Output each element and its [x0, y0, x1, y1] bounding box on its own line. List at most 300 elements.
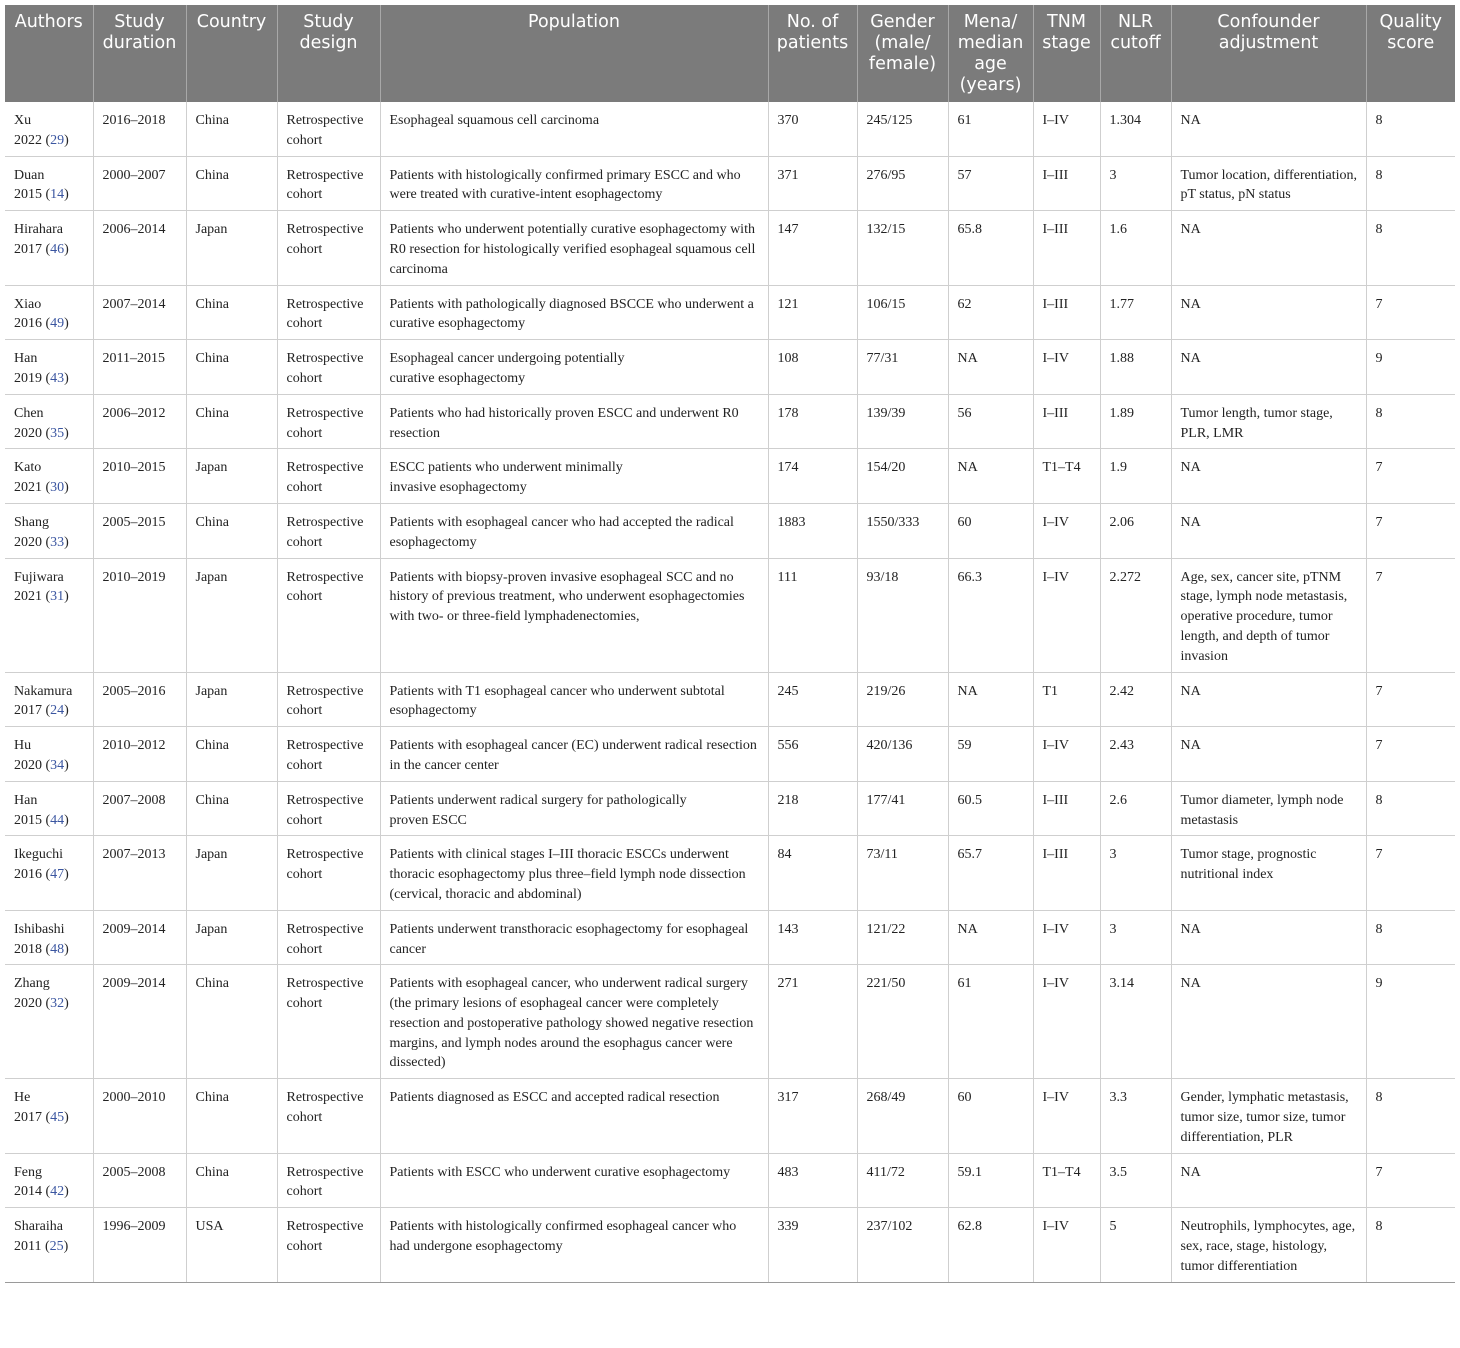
cell-quality: 7 — [1366, 672, 1455, 727]
cell-patients: 108 — [768, 340, 857, 395]
cell-age: NA — [948, 340, 1033, 395]
author-name: Ikeguchi — [14, 847, 63, 863]
reference-link[interactable]: 46 — [50, 241, 65, 257]
cell-patients: 339 — [768, 1208, 857, 1282]
cell-design: Retrospective cohort — [277, 340, 380, 395]
cell-gender: 219/26 — [857, 672, 948, 727]
table-row — [5, 910, 1455, 965]
author-year: 2018 — [14, 941, 42, 957]
table-body — [5, 102, 1455, 1282]
reference-link-wrap — [46, 996, 69, 1011]
cell-design: Retrospective cohort — [277, 910, 380, 965]
cell-age: 61 — [948, 102, 1033, 156]
header-tnm-stage: TNM stage — [1033, 5, 1100, 102]
cell-quality: 8 — [1366, 102, 1455, 156]
author-name: Hirahara — [14, 222, 63, 238]
cell-population: Patients underwent radical surgery for pathologically proven ESCC — [380, 781, 768, 836]
cell-population: Patients with clinical stages I–III thoracic ESCCs underwent thoracic esophagectomy plus three–field lymph node dissection (cervical, thoracic and abdominal) — [380, 836, 768, 910]
cell-gender: 73/11 — [857, 836, 948, 910]
cell-quality: 8 — [1366, 394, 1455, 449]
cell-duration: 1996–2009 — [93, 1208, 186, 1282]
cell-tnm: I–IV — [1033, 1208, 1100, 1282]
cell-confounder: NA — [1171, 727, 1366, 782]
cell-patients: 483 — [768, 1153, 857, 1208]
cell-age: NA — [948, 910, 1033, 965]
table-row — [5, 836, 1455, 910]
cell-gender: 1550/333 — [857, 503, 948, 558]
cell-tnm: I–IV — [1033, 558, 1100, 672]
cell-tnm: I–IV — [1033, 102, 1100, 156]
cell-duration: 2005–2015 — [93, 503, 186, 558]
reference-link[interactable]: 31 — [50, 589, 65, 605]
cell-population: Patients with histologically confirmed primary ESCC and who were treated with curative-intent esophagectomy — [380, 156, 768, 211]
cell-gender: 276/95 — [857, 156, 948, 211]
cell-age: 62.8 — [948, 1208, 1033, 1282]
cell-gender: 268/49 — [857, 1079, 948, 1153]
cell-nlr: 3.3 — [1100, 1079, 1171, 1153]
reference-link-wrap — [46, 589, 69, 604]
cell-quality: 7 — [1366, 503, 1455, 558]
cell-author — [5, 727, 93, 782]
table-row — [5, 394, 1455, 449]
cell-patients: 556 — [768, 727, 857, 782]
cell-age: 65.8 — [948, 211, 1033, 285]
cell-gender: 221/50 — [857, 965, 948, 1079]
header-population: Population — [380, 5, 768, 102]
cell-author — [5, 285, 93, 340]
cell-patients: 218 — [768, 781, 857, 836]
cell-age: 62 — [948, 285, 1033, 340]
cell-population: Patients who underwent potentially curative esophagectomy with R0 resection for histologically verified esophageal squamous cell carcinoma — [380, 211, 768, 285]
cell-confounder: Age, sex, cancer site, pTNM stage, lymph node metastasis, operative procedure, tumor length, and depth of tumor invasion — [1171, 558, 1366, 672]
cell-population: Esophageal squamous cell carcinoma — [380, 102, 768, 156]
cell-country: Japan — [186, 449, 277, 504]
cell-patients: 178 — [768, 394, 857, 449]
cell-population: Patients with ESCC who underwent curative esophagectomy — [380, 1153, 768, 1208]
cell-duration: 2005–2008 — [93, 1153, 186, 1208]
author-name: Fujiwara — [14, 569, 64, 585]
cell-country: Japan — [186, 910, 277, 965]
cell-patients: 370 — [768, 102, 857, 156]
reference-link-wrap — [46, 535, 69, 550]
author-name: Han — [14, 792, 38, 808]
cell-author — [5, 672, 93, 727]
cell-author — [5, 1153, 93, 1208]
cell-age: 56 — [948, 394, 1033, 449]
cell-age: 60 — [948, 503, 1033, 558]
cell-design: Retrospective cohort — [277, 394, 380, 449]
author-name: Chen — [14, 405, 44, 421]
cell-tnm: I–III — [1033, 394, 1100, 449]
header-age: Mena/ median age (years) — [948, 5, 1033, 102]
reference-link-wrap — [45, 1239, 68, 1254]
cell-duration: 2009–2014 — [93, 910, 186, 965]
cell-patients: 143 — [768, 910, 857, 965]
cell-duration: 2007–2008 — [93, 781, 186, 836]
reference-link[interactable]: 30 — [50, 480, 65, 496]
cell-nlr: 3 — [1100, 156, 1171, 211]
author-name: Han — [14, 351, 38, 367]
cell-confounder: NA — [1171, 285, 1366, 340]
author-name: Duan — [14, 167, 45, 183]
cell-design: Retrospective cohort — [277, 156, 380, 211]
cell-quality: 8 — [1366, 1208, 1455, 1282]
table-header — [5, 5, 1455, 102]
author-year: 2021 — [14, 589, 42, 605]
cell-duration: 2000–2007 — [93, 156, 186, 211]
table-row — [5, 102, 1455, 156]
author-year: 2016 — [14, 316, 42, 332]
header-study-duration: Study duration — [93, 5, 186, 102]
cell-population: Patients with pathologically diagnosed BSCCE who underwent a curative esophagectomy — [380, 285, 768, 340]
author-name: Shang — [14, 514, 49, 530]
author-name: Sharaiha — [14, 1219, 63, 1235]
cell-design: Retrospective cohort — [277, 1079, 380, 1153]
cell-nlr: 1.6 — [1100, 211, 1171, 285]
cell-author — [5, 1079, 93, 1153]
reference-link[interactable]: 33 — [50, 534, 65, 550]
cell-confounder: Tumor stage, prognostic nutritional index — [1171, 836, 1366, 910]
reference-link-wrap — [46, 426, 69, 441]
reference-link-wrap — [46, 133, 69, 148]
cell-author — [5, 503, 93, 558]
reference-link[interactable]: 45 — [50, 1110, 65, 1126]
author-year: 2019 — [14, 370, 42, 386]
reference-link[interactable]: 47 — [50, 867, 65, 883]
table-row — [5, 340, 1455, 395]
cell-tnm: T1–T4 — [1033, 1153, 1100, 1208]
cell-tnm: I–IV — [1033, 1079, 1100, 1153]
cell-country: China — [186, 1079, 277, 1153]
cell-quality: 9 — [1366, 340, 1455, 395]
cell-country: China — [186, 727, 277, 782]
cell-country: Japan — [186, 672, 277, 727]
cell-patients: 121 — [768, 285, 857, 340]
table-row — [5, 503, 1455, 558]
header-nlr-cutoff: NLR cutoff — [1100, 5, 1171, 102]
reference-link-wrap — [46, 242, 69, 257]
cell-author — [5, 156, 93, 211]
cell-nlr: 3 — [1100, 836, 1171, 910]
cell-quality: 7 — [1366, 727, 1455, 782]
cell-country: China — [186, 1153, 277, 1208]
cell-tnm: I–IV — [1033, 965, 1100, 1079]
cell-design: Retrospective cohort — [277, 836, 380, 910]
cell-nlr: 2.272 — [1100, 558, 1171, 672]
cell-population: Patients underwent transthoracic esophagectomy for esophageal cancer — [380, 910, 768, 965]
reference-link[interactable]: 43 — [50, 370, 65, 386]
cell-country: China — [186, 102, 277, 156]
reference-link[interactable]: 34 — [50, 757, 65, 773]
author-name: Ishibashi — [14, 921, 65, 937]
cell-confounder: Tumor diameter, lymph node metastasis — [1171, 781, 1366, 836]
cell-design: Retrospective cohort — [277, 102, 380, 156]
reference-link[interactable]: 42 — [50, 1184, 65, 1200]
cell-duration: 2010–2019 — [93, 558, 186, 672]
cell-design: Retrospective cohort — [277, 1208, 380, 1282]
cell-country: China — [186, 285, 277, 340]
cell-duration: 2010–2015 — [93, 449, 186, 504]
cell-patients: 271 — [768, 965, 857, 1079]
cell-duration: 2006–2012 — [93, 394, 186, 449]
author-name: Feng — [14, 1164, 42, 1180]
table-row — [5, 558, 1455, 672]
cell-population: Patients with esophageal cancer (EC) underwent radical resection in the cancer center — [380, 727, 768, 782]
cell-nlr: 3.14 — [1100, 965, 1171, 1079]
cell-age: 60.5 — [948, 781, 1033, 836]
cell-quality: 8 — [1366, 211, 1455, 285]
author-name: Xiao — [14, 296, 42, 312]
cell-design: Retrospective cohort — [277, 965, 380, 1079]
cell-gender: 154/20 — [857, 449, 948, 504]
reference-link[interactable]: 29 — [50, 132, 65, 148]
header-authors: Authors — [5, 5, 93, 102]
cell-design: Retrospective cohort — [277, 672, 380, 727]
cell-country: China — [186, 503, 277, 558]
cell-gender: 132/15 — [857, 211, 948, 285]
header-country: Country — [186, 5, 277, 102]
reference-link-wrap — [46, 1184, 69, 1199]
author-year: 2016 — [14, 867, 42, 883]
cell-country: China — [186, 156, 277, 211]
header-confounder-adjustment: Confounder adjustment — [1171, 5, 1366, 102]
table-row — [5, 1079, 1455, 1153]
cell-age: NA — [948, 449, 1033, 504]
cell-patients: 147 — [768, 211, 857, 285]
table-row — [5, 156, 1455, 211]
cell-nlr: 2.06 — [1100, 503, 1171, 558]
cell-design: Retrospective cohort — [277, 449, 380, 504]
cell-gender: 245/125 — [857, 102, 948, 156]
cell-design: Retrospective cohort — [277, 211, 380, 285]
reference-link[interactable]: 44 — [50, 812, 65, 828]
cell-patients: 317 — [768, 1079, 857, 1153]
author-year: 2015 — [14, 812, 42, 828]
reference-link-wrap — [46, 480, 69, 495]
author-year: 2020 — [14, 425, 42, 441]
cell-quality: 7 — [1366, 1153, 1455, 1208]
reference-link-wrap — [46, 187, 69, 202]
cell-author — [5, 965, 93, 1079]
cell-population: Patients diagnosed as ESCC and accepted radical resection — [380, 1079, 768, 1153]
cell-country: China — [186, 781, 277, 836]
cell-duration: 2007–2013 — [93, 836, 186, 910]
header-study-design: Study design — [277, 5, 380, 102]
cell-patients: 371 — [768, 156, 857, 211]
author-year: 2015 — [14, 187, 42, 203]
cell-country: China — [186, 394, 277, 449]
cell-age: 61 — [948, 965, 1033, 1079]
reference-link[interactable]: 35 — [50, 425, 65, 441]
cell-nlr: 1.9 — [1100, 449, 1171, 504]
cell-design: Retrospective cohort — [277, 285, 380, 340]
author-year: 2020 — [14, 534, 42, 550]
cell-duration: 2005–2016 — [93, 672, 186, 727]
cell-duration: 2016–2018 — [93, 102, 186, 156]
author-year: 2017 — [14, 1110, 42, 1126]
header-no-of-patients: No. of patients — [768, 5, 857, 102]
cell-quality: 7 — [1366, 558, 1455, 672]
table-row — [5, 965, 1455, 1079]
cell-patients: 245 — [768, 672, 857, 727]
cell-gender: 139/39 — [857, 394, 948, 449]
cell-design: Retrospective cohort — [277, 558, 380, 672]
cell-author — [5, 781, 93, 836]
cell-nlr: 2.43 — [1100, 727, 1171, 782]
cell-nlr: 1.77 — [1100, 285, 1171, 340]
cell-age: NA — [948, 672, 1033, 727]
cell-age: 59.1 — [948, 1153, 1033, 1208]
author-year: 2011 — [14, 1239, 42, 1255]
author-year: 2017 — [14, 703, 42, 719]
cell-confounder: NA — [1171, 449, 1366, 504]
study-characteristics-table — [5, 5, 1455, 1283]
reference-link-wrap — [46, 867, 69, 882]
cell-age: 60 — [948, 1079, 1033, 1153]
cell-patients: 111 — [768, 558, 857, 672]
table-row — [5, 449, 1455, 504]
cell-quality: 8 — [1366, 781, 1455, 836]
cell-duration: 2006–2014 — [93, 211, 186, 285]
reference-link-wrap — [46, 371, 69, 386]
cell-gender: 121/22 — [857, 910, 948, 965]
reference-link[interactable]: 48 — [50, 941, 65, 957]
cell-tnm: I–III — [1033, 285, 1100, 340]
reference-link[interactable]: 14 — [50, 187, 65, 203]
cell-population: Patients with biopsy-proven invasive esophageal SCC and no history of previous treatment, who underwent esophagectomies with two- or three-field lymphadenectomies, — [380, 558, 768, 672]
table-row — [5, 781, 1455, 836]
cell-population: Patients with esophageal cancer, who underwent radical surgery (the primary lesions of esophageal cancer were completely resection and postoperative pathology showed negative resection margins, and lymph nodes around the esophagus cancer were dissected) — [380, 965, 768, 1079]
cell-author — [5, 558, 93, 672]
cell-tnm: I–IV — [1033, 727, 1100, 782]
cell-confounder: NA — [1171, 211, 1366, 285]
cell-author — [5, 102, 93, 156]
cell-nlr: 3.5 — [1100, 1153, 1171, 1208]
cell-confounder: NA — [1171, 1153, 1366, 1208]
cell-age: 57 — [948, 156, 1033, 211]
cell-author — [5, 211, 93, 285]
cell-tnm: I–IV — [1033, 503, 1100, 558]
cell-age: 65.7 — [948, 836, 1033, 910]
cell-confounder: Gender, lymphatic metastasis, tumor size, tumor size, tumor differentiation, PLR — [1171, 1079, 1366, 1153]
author-name: Nakamura — [14, 683, 73, 699]
cell-nlr: 1.88 — [1100, 340, 1171, 395]
author-year: 2020 — [14, 996, 42, 1012]
cell-country: USA — [186, 1208, 277, 1282]
cell-duration: 2009–2014 — [93, 965, 186, 1079]
cell-design: Retrospective cohort — [277, 781, 380, 836]
reference-link-wrap — [46, 813, 69, 828]
cell-author — [5, 340, 93, 395]
cell-population: Esophageal cancer undergoing potentially curative esophagectomy — [380, 340, 768, 395]
cell-gender: 177/41 — [857, 781, 948, 836]
cell-duration: 2000–2010 — [93, 1079, 186, 1153]
cell-duration: 2011–2015 — [93, 340, 186, 395]
cell-gender: 237/102 — [857, 1208, 948, 1282]
cell-tnm: I–IV — [1033, 340, 1100, 395]
cell-tnm: I–III — [1033, 156, 1100, 211]
author-name: Xu — [14, 113, 32, 128]
header-quality-score: Quality score — [1366, 5, 1455, 102]
header-gender: Gender (male/ female) — [857, 5, 948, 102]
cell-quality: 8 — [1366, 1079, 1455, 1153]
cell-patients: 1883 — [768, 503, 857, 558]
cell-gender: 93/18 — [857, 558, 948, 672]
cell-author — [5, 1208, 93, 1282]
cell-quality: 7 — [1366, 285, 1455, 340]
cell-nlr: 3 — [1100, 910, 1171, 965]
cell-quality: 7 — [1366, 836, 1455, 910]
header-row — [5, 5, 1455, 102]
cell-population: Patients who had historically proven ESCC and underwent R0 resection — [380, 394, 768, 449]
reference-link[interactable]: 32 — [50, 996, 65, 1012]
cell-confounder: Tumor location, differentiation, pT status, pN status — [1171, 156, 1366, 211]
cell-design: Retrospective cohort — [277, 727, 380, 782]
cell-confounder: NA — [1171, 910, 1366, 965]
author-year: 2020 — [14, 757, 42, 773]
cell-design: Retrospective cohort — [277, 503, 380, 558]
cell-gender: 411/72 — [857, 1153, 948, 1208]
reference-link-wrap — [46, 1110, 69, 1125]
reference-link-wrap — [46, 316, 69, 331]
author-year: 2021 — [14, 480, 42, 496]
table-row — [5, 672, 1455, 727]
cell-quality: 9 — [1366, 965, 1455, 1079]
author-year: 2014 — [14, 1184, 42, 1200]
author-name: He — [14, 1090, 31, 1106]
reference-link[interactable]: 24 — [50, 703, 65, 719]
cell-tnm: I–III — [1033, 781, 1100, 836]
cell-confounder: NA — [1171, 672, 1366, 727]
reference-link-wrap — [46, 942, 69, 957]
reference-link[interactable]: 25 — [49, 1239, 64, 1255]
cell-confounder: Neutrophils, lymphocytes, age, sex, race, stage, histology, tumor differentiation — [1171, 1208, 1366, 1282]
cell-gender: 77/31 — [857, 340, 948, 395]
cell-tnm: T1–T4 — [1033, 449, 1100, 504]
author-name: Zhang — [14, 976, 50, 992]
cell-population: ESCC patients who underwent minimally invasive esophagectomy — [380, 449, 768, 504]
cell-age: 66.3 — [948, 558, 1033, 672]
cell-country: Japan — [186, 836, 277, 910]
author-name: Kato — [14, 460, 42, 476]
cell-confounder: NA — [1171, 503, 1366, 558]
cell-tnm: T1 — [1033, 672, 1100, 727]
reference-link-wrap — [46, 758, 69, 773]
table-row — [5, 1208, 1455, 1282]
cell-patients: 174 — [768, 449, 857, 504]
cell-population: Patients with T1 esophageal cancer who underwent subtotal esophagectomy — [380, 672, 768, 727]
reference-link[interactable]: 49 — [50, 316, 65, 332]
table-row — [5, 211, 1455, 285]
cell-author — [5, 394, 93, 449]
cell-country: China — [186, 340, 277, 395]
cell-population: Patients with histologically confirmed esophageal cancer who had undergone esophagectomy — [380, 1208, 768, 1282]
cell-quality: 8 — [1366, 910, 1455, 965]
cell-confounder: NA — [1171, 340, 1366, 395]
cell-confounder: NA — [1171, 102, 1366, 156]
table-row — [5, 727, 1455, 782]
table-row — [5, 285, 1455, 340]
author-name: Hu — [14, 738, 32, 754]
cell-country: China — [186, 965, 277, 1079]
cell-duration: 2007–2014 — [93, 285, 186, 340]
author-year: 2022 — [14, 132, 42, 148]
cell-tnm: I–III — [1033, 211, 1100, 285]
cell-author — [5, 836, 93, 910]
cell-design: Retrospective cohort — [277, 1153, 380, 1208]
cell-patients: 84 — [768, 836, 857, 910]
cell-author — [5, 449, 93, 504]
